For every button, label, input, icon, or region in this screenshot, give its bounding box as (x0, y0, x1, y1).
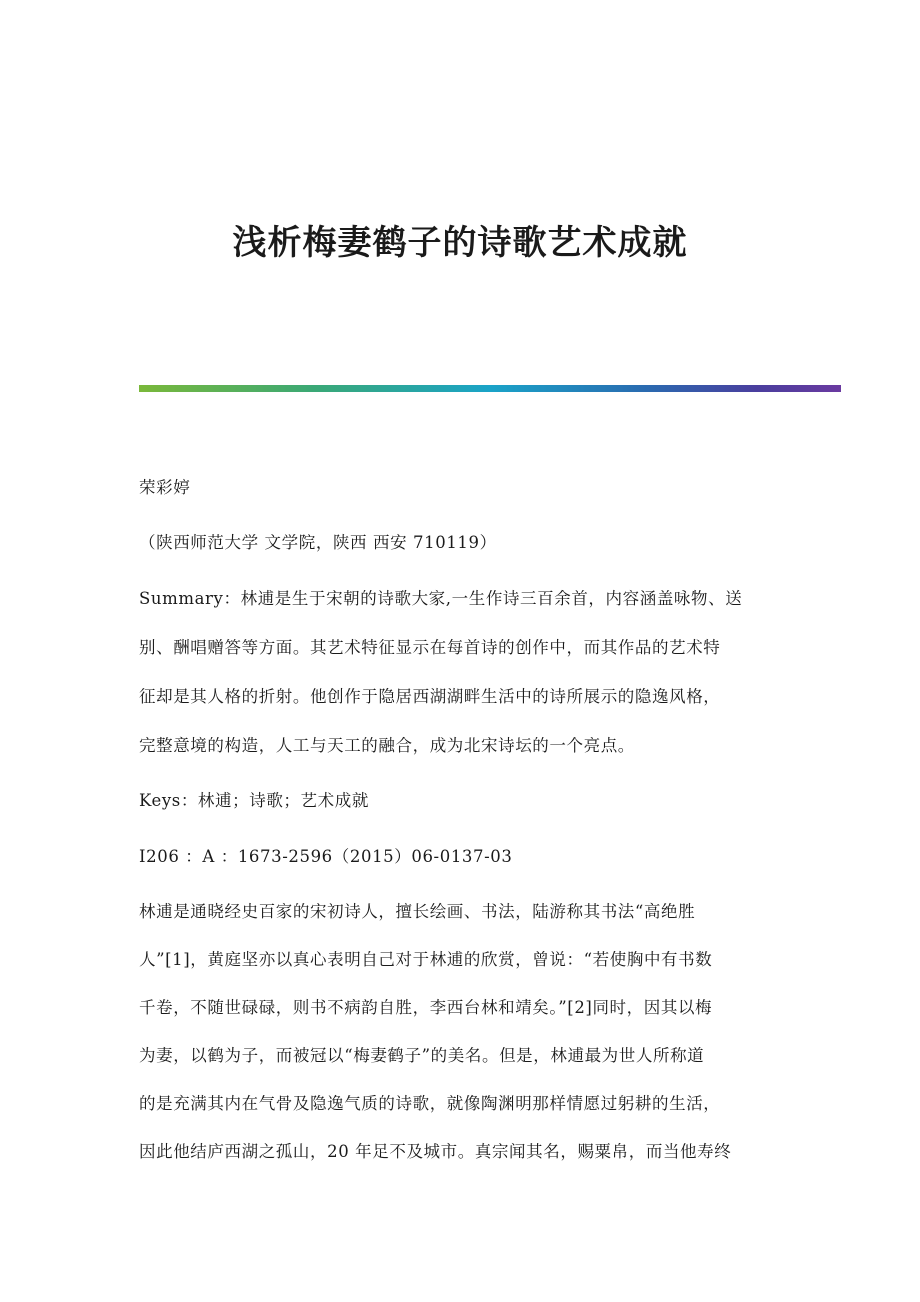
document-title: 浅析梅妻鹤子的诗歌艺术成就 (232, 223, 688, 263)
body-line: 的是充满其内在气骨及隐逸气质的诗歌，就像陶渊明那样情愿过躬耕的生活， (139, 1094, 721, 1113)
keywords: Keys：林逋；诗歌；艺术成就 (139, 791, 369, 810)
summary-line: Summary：林逋是生于宋朝的诗歌大家,一生作诗三百余首，内容涵盖咏物、送 (139, 589, 743, 608)
author-name: 荣彩婷 (139, 478, 191, 497)
title-divider-rule (139, 385, 841, 392)
classification-code: I206 ：A ：1673-2596（2015）06-0137-03 (139, 847, 513, 866)
body-line: 人”[1]，黄庭坚亦以真心表明自己对于林逋的欣赏，曾说：“若使胸中有书数 (139, 950, 713, 969)
body-line: 为妻，以鹤为子，而被冠以“梅妻鹤子”的美名。但是，林逋最为世人所称道 (139, 1046, 705, 1065)
body-line: 因此他结庐西湖之孤山，20 年足不及城市。真宗闻其名，赐粟帛，而当他寿终 (139, 1142, 732, 1161)
summary-line: 完整意境的构造，人工与天工的融合，成为北宋诗坛的一个亮点。 (139, 736, 635, 755)
summary-line: 征却是其人格的折射。他创作于隐居西湖湖畔生活中的诗所展示的隐逸风格， (139, 687, 721, 706)
author-affiliation: （陕西师范大学 文学院，陕西 西安 710119） (139, 533, 497, 552)
body-line: 林逋是通晓经史百家的宋初诗人，擅长绘画、书法，陆游称其书法“高绝胜 (139, 902, 696, 921)
summary-line: 别、酬唱赠答等方面。其艺术特征显示在每首诗的创作中，而其作品的艺术特 (139, 638, 721, 657)
body-line: 千卷，不随世碌碌，则书不病韵自胜，李西台林和靖矣。”[2]同时，因其以梅 (139, 998, 713, 1017)
